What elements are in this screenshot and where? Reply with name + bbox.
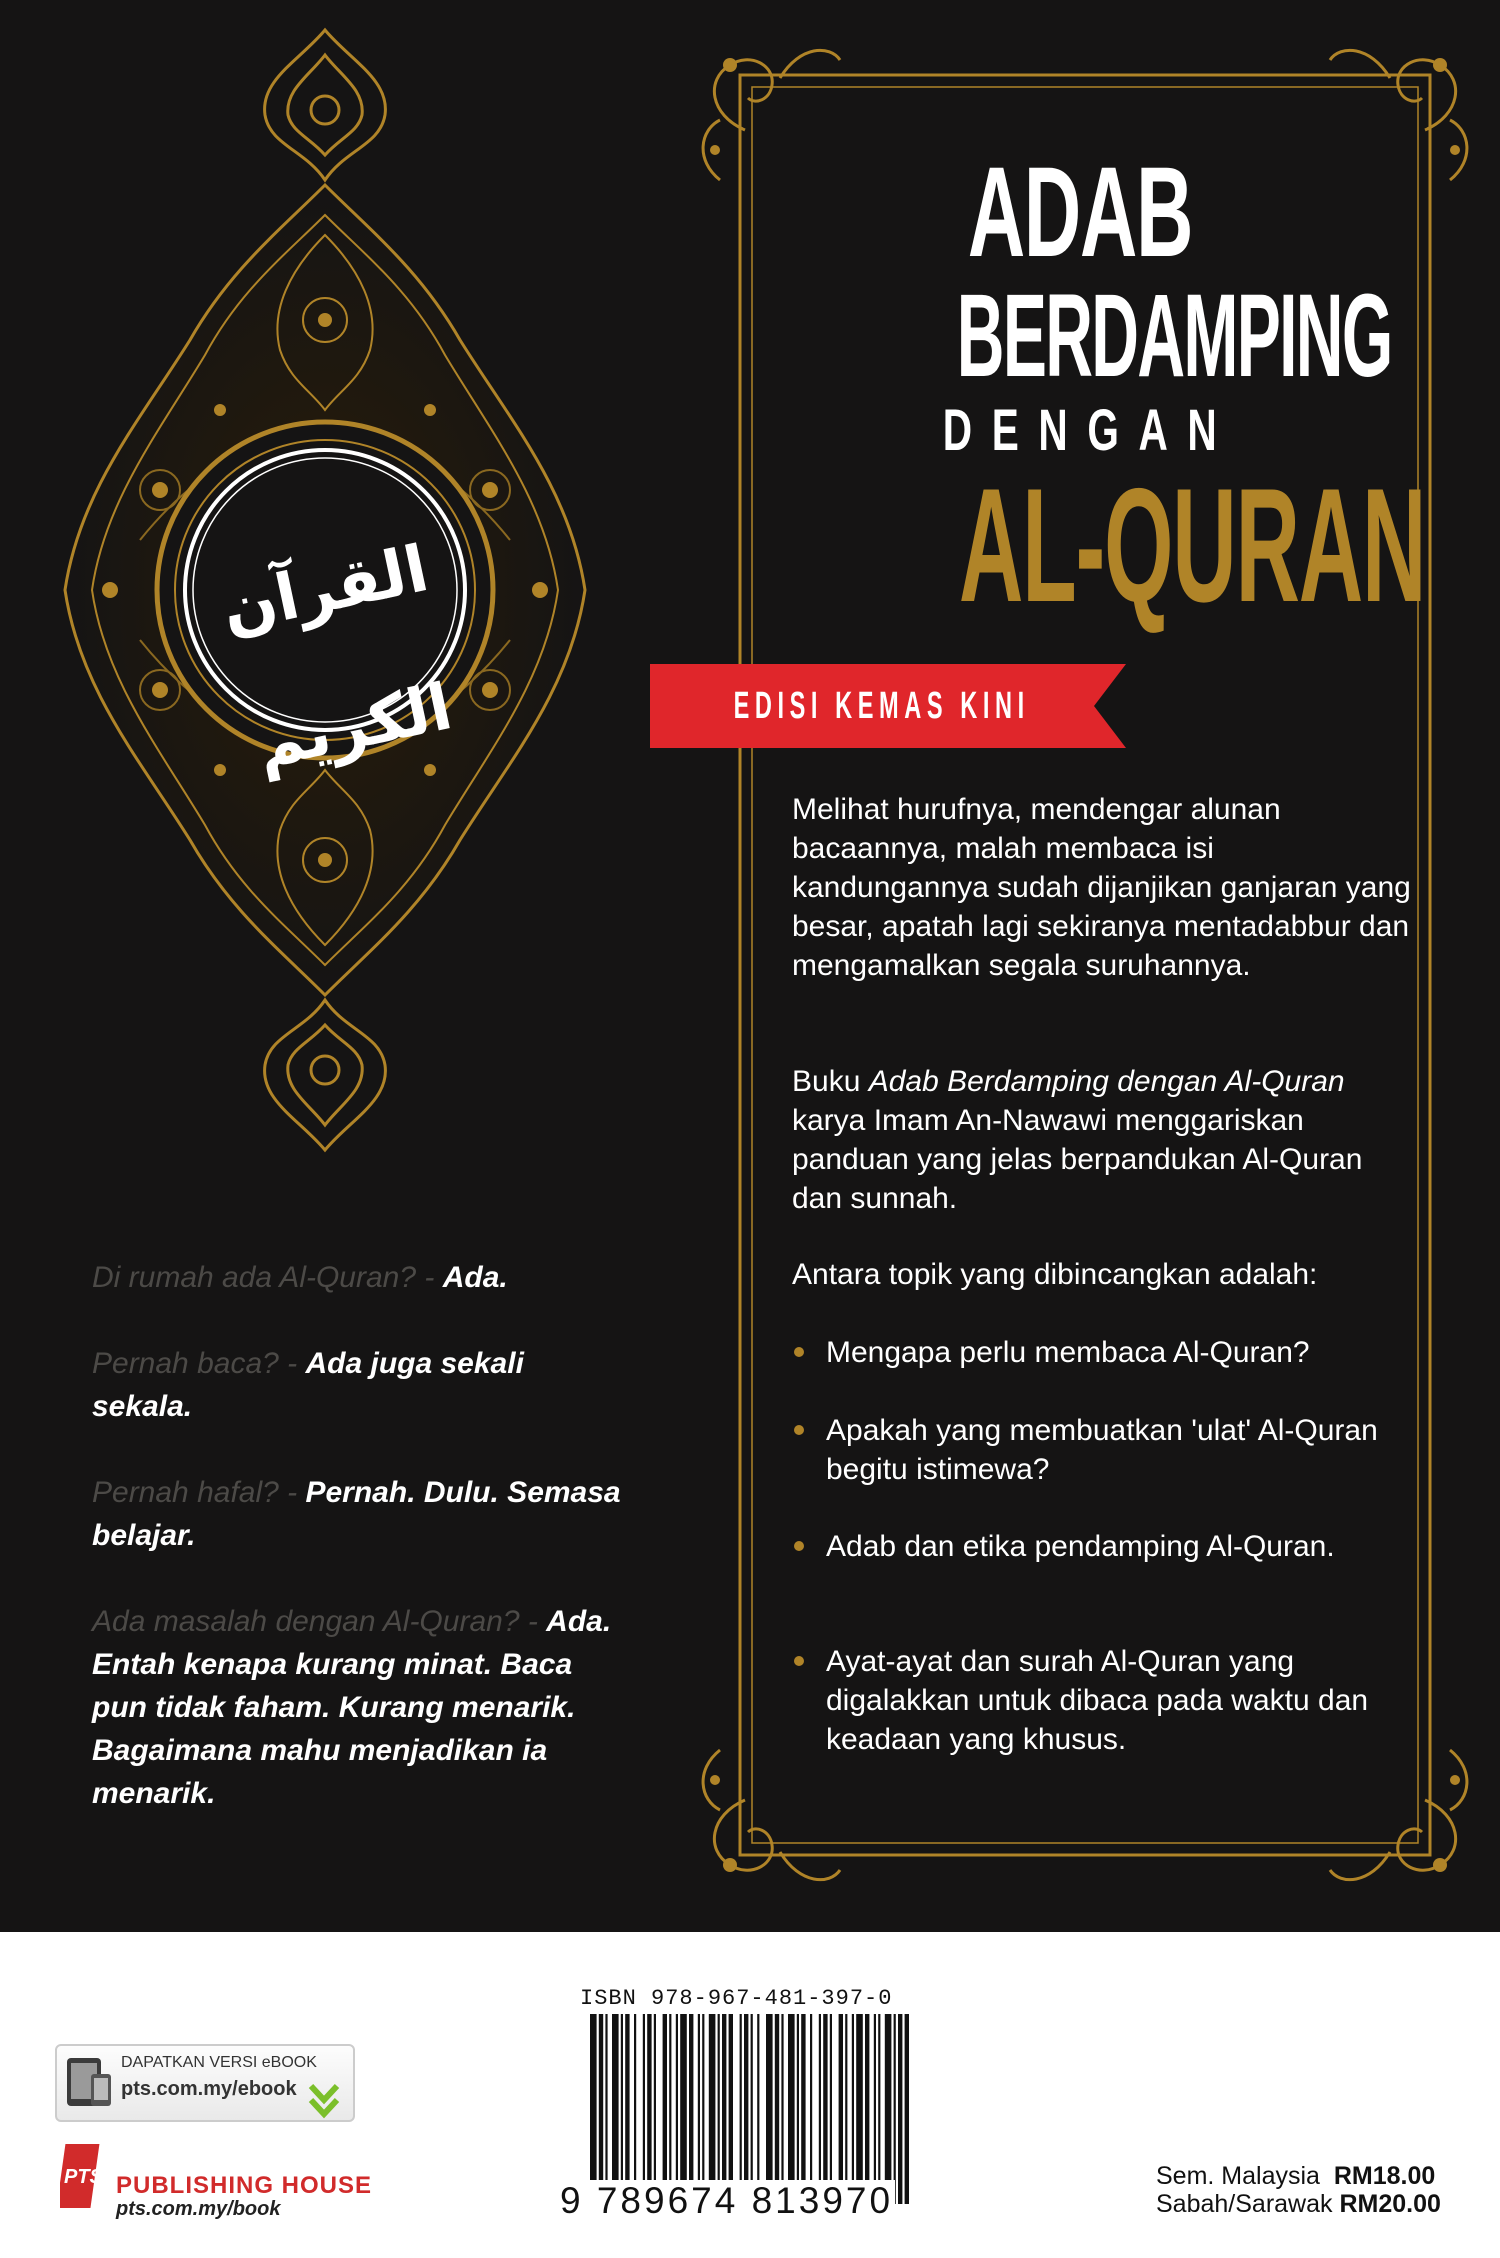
topics-intro: Antara topik yang dibincangkan adalah:: [792, 1258, 1318, 1291]
barcode-bar: [689, 2014, 693, 2204]
barcode-bar: [757, 2014, 759, 2204]
tablet-icon: [65, 2056, 115, 2110]
topic-item: Ayat-ayat dan surah Al-Quran yang digalakkan untuk dibaca pada waktu dan keadaan yang khusus.: [792, 1642, 1412, 1759]
barcode-bar: [823, 2014, 827, 2204]
barcode-bar: [718, 2014, 720, 2204]
barcode-bar: [740, 2014, 742, 2204]
barcode-bar: [797, 2014, 799, 2204]
barcode-bar: [898, 2014, 902, 2204]
edition-ribbon-text: EDISI KEMAS KINI: [733, 685, 1030, 727]
publisher-name: PUBLISHING HOUSE: [116, 2172, 373, 2199]
book-title: [860, 141, 1426, 636]
barcode-bar: [729, 2014, 733, 2204]
price-line: Sabah/Sarawak RM20.00: [1156, 2190, 1441, 2218]
title-line-dengan: DENGAN: [942, 398, 1237, 463]
barcode-bar: [775, 2014, 779, 2204]
barcode-bar: [709, 2014, 716, 2204]
bullet-icon: [794, 1656, 804, 1666]
pts-logo: [60, 2140, 114, 2214]
barcode-bar: [839, 2014, 843, 2204]
barcode-bar: [865, 2014, 869, 2204]
price-line: Sem. Malaysia RM18.00: [1156, 2162, 1436, 2190]
barcode-bar: [905, 2014, 909, 2204]
quran-calligraphy: القرآن الكريم: [215, 532, 459, 784]
ebook-badge[interactable]: [55, 2044, 355, 2122]
description-paragraph-1: Melihat hurufnya, mendengar alunan bacaannya, malah membaca isi kandungannya sudah dijanjikan ganjaran yang besar, apatah lagi sekiranya mentadabbur dan mengamalkan segala suruhannya.: [792, 793, 1411, 982]
title-line-berdamping: BERDAMPING: [956, 270, 1392, 402]
chevron-down-icon: [307, 2082, 341, 2122]
topic-item: Apakah yang membuatkan 'ulat' Al-Quran begitu istimewa?: [792, 1411, 1412, 1489]
bullet-icon: [794, 1347, 804, 1357]
topic-item: Adab dan etika pendamping Al-Quran.: [792, 1527, 1412, 1566]
book-title-italic: Adab Berdamping dengan Al-Quran: [868, 1065, 1345, 1098]
barcode-bar: [698, 2014, 700, 2204]
qa-item: Ada masalah dengan Al-Quran? - Ada. Entah kenapa kurang minat. Baca pun tidak faham. Kurang menarik. Bagaimana mahu menjadikan ia menarik.: [92, 1605, 612, 1810]
barcode-bar: [722, 2014, 726, 2204]
barcode-bar: [669, 2014, 671, 2204]
barcode-bar: [852, 2014, 854, 2204]
title-line-alquran: AL-QURAN: [959, 455, 1426, 636]
barcode-bar: [751, 2014, 753, 2204]
qa-item: Pernah hafal? - Pernah. Dulu. Semasa belajar.: [92, 1476, 621, 1552]
barcode-bar: [647, 2014, 651, 2204]
bullet-icon: [794, 1541, 804, 1551]
isbn-text: ISBN 978-967-481-397-0: [580, 1986, 893, 2011]
barcode-bar: [590, 2014, 597, 2204]
barcode-bar: [894, 2014, 896, 2204]
barcode-bar: [766, 2014, 773, 2204]
barcode-bar: [781, 2014, 783, 2204]
barcode-bar: [874, 2014, 876, 2204]
barcode-bar: [878, 2014, 880, 2204]
ebook-label: DAPATKAN VERSI eBOOK: [121, 2054, 317, 2071]
barcode-bar: [819, 2014, 821, 2204]
barcode-bar: [810, 2014, 812, 2204]
barcode-bar: [625, 2014, 629, 2204]
topic-item: Mengapa perlu membaca Al-Quran?: [792, 1333, 1412, 1372]
barcode-bar: [830, 2014, 832, 2204]
barcode-bar: [654, 2014, 656, 2204]
barcode-bar: [744, 2014, 748, 2204]
barcode-bar: [680, 2014, 687, 2204]
barcode-bar: [702, 2014, 704, 2204]
barcode-bar: [599, 2014, 603, 2204]
publisher-url[interactable]: pts.com.my/book: [116, 2198, 281, 2220]
barcode-bar: [663, 2014, 667, 2204]
barcode-number: 9 789674 813970: [560, 2180, 894, 2221]
barcode-bar: [885, 2014, 892, 2204]
bullet-icon: [794, 1425, 804, 1435]
barcode-bar: [788, 2014, 795, 2204]
barcode-bar: [612, 2014, 619, 2204]
barcode-bar: [643, 2014, 645, 2204]
ebook-url: pts.com.my/ebook: [121, 2078, 297, 2100]
qa-item: Pernah baca? - Ada juga sekali sekala.: [92, 1347, 524, 1423]
qa-item: Di rumah ada Al-Quran? - Ada.: [92, 1261, 508, 1294]
barcode-bar: [676, 2014, 678, 2204]
pts-logo-text: PTS: [64, 2166, 103, 2188]
barcode-bar: [605, 2014, 607, 2204]
barcode-bar: [801, 2014, 805, 2204]
barcode-bar: [634, 2014, 636, 2204]
barcode-bar: [845, 2014, 847, 2204]
barcode: [590, 2014, 910, 2204]
description-paragraph-2: Buku Adab Berdamping dengan Al-Quran karya Imam An-Nawawi menggariskan panduan yang jelas berpandukan Al-Quran dan sunnah.: [792, 1065, 1363, 1215]
title-line-adab: ADAB: [967, 141, 1193, 284]
barcode-bar: [621, 2014, 623, 2204]
barcode-bar: [856, 2014, 863, 2204]
